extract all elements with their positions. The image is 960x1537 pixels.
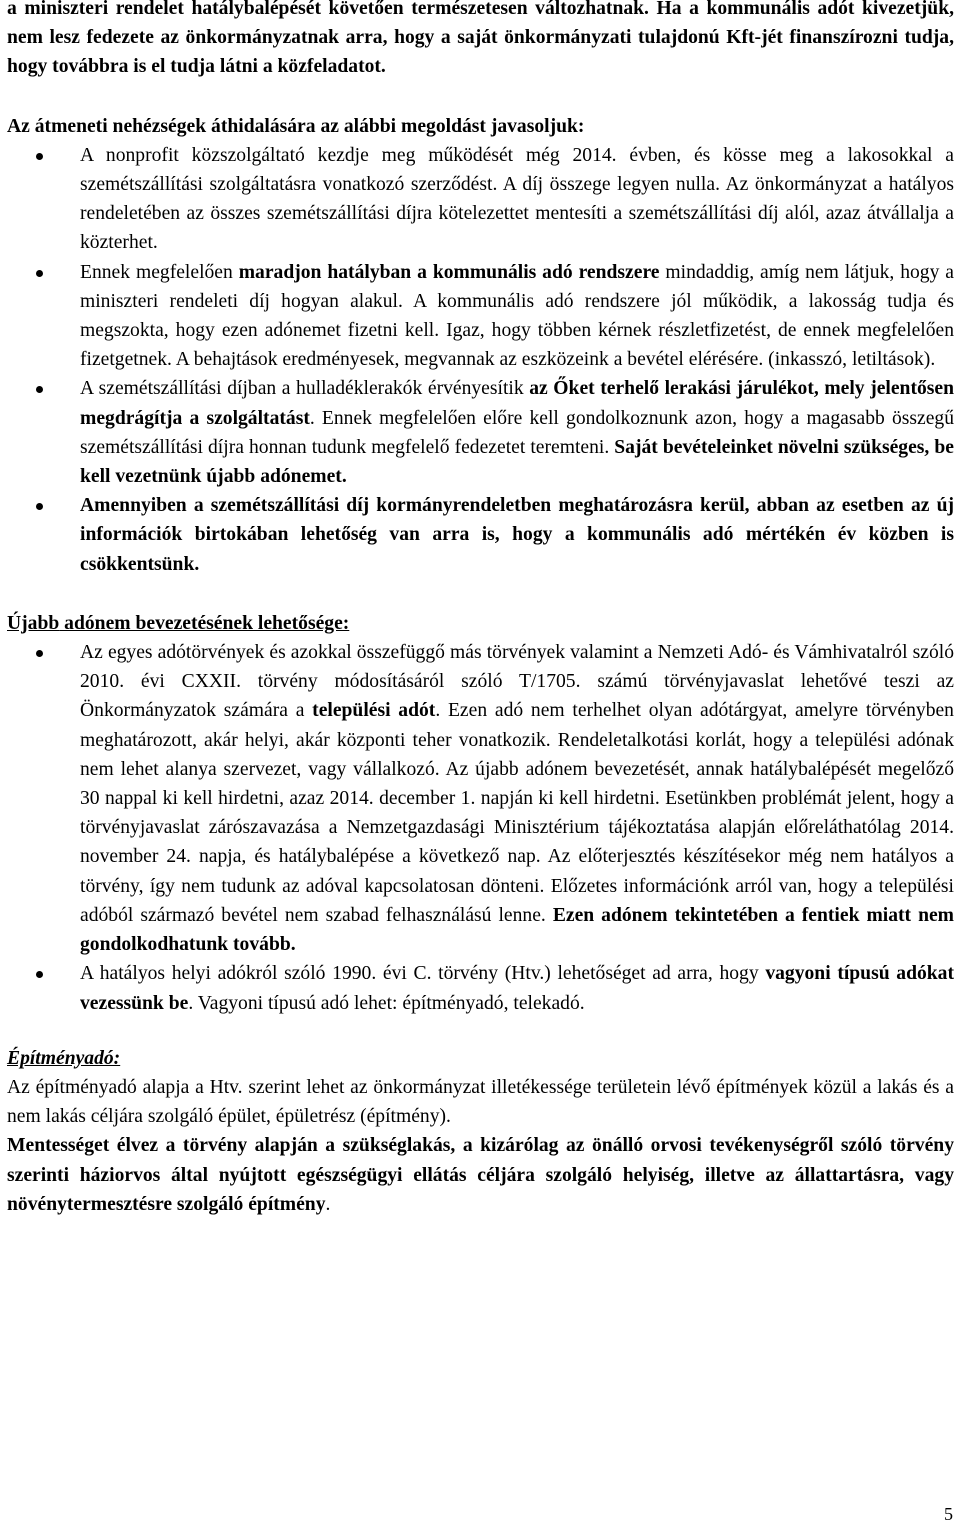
intro-paragraph: a miniszteri rendelet hatálybalépését követően természetesen változhatnak. Ha a kommunális adót kivezetjük, nem lesz fedezete az önkormányzatnak arra, hogy a saját önkormányzati tulajdonú Kft-jét finanszírozni tudja, hogy továbbra is el tudja látni a közfeladatot. [7,0,954,78]
bullet-icon [36,650,43,657]
exemption-paragraph: Mentességet élvez a törvény alapján a szükséglakás, a kizárólag az önálló orvosi tevékenységről szóló törvény szerinti háziorvos által nyújtott egészségügyi ellátás céljára szolgáló helyiség, illetve az állattartásra, vagy növénytermesztésre szolgáló építmény. [7,1135,954,1215]
bullet-icon [36,153,43,160]
building-tax-heading: Építményadó: [7,1047,121,1069]
new-tax-heading: Újabb adónem bevezetésének lehetősége: [7,612,350,634]
proposal-heading: Az átmeneti nehézségek áthidalására az alábbi megoldást javasoljuk: [7,115,585,137]
list-item: A hatályos helyi adókról szóló 1990. évi C. törvény (Htv.) lehetőséget ad arra, hogy vagyoni típusú adókat vezessünk be. Vagyoni típusú adó lehet: építményadó, telekadó. [0,959,954,1017]
building-tax-paragraph: Az építményadó alapja a Htv. szerint lehet az önkormányzat illetékessége területein lévő építmények közül a lakás és a nem lakás céljára szolgáló épület, épületrész (építmény). [7,1076,954,1128]
list-item: A szemétszállítási díjban a hulladéklerakók érvényesítik az Őket terhelő lerakási járulékot, mely jelentősen megdrágítja a szolgáltatást. Ennek megfelelően előre kell gondolkoznunk azon, hogy a magasabb összegű szemétszállítási díjra honnan tudunk megfelelő fedezetet teremteni. Saját bevételeinket növelni szükséges, be kell vezetnünk újabb adónemet. [0,374,954,491]
page-number: 5 [944,1503,953,1524]
bullet-icon [36,971,43,978]
bullet-icon [36,270,43,277]
list-item: Ennek megfelelően maradjon hatályban a kommunális adó rendszere mindaddig, amíg nem látjuk, hogy a miniszteri rendeleti díj hogyan alakul. A kommunális adó rendszere jól működik, a lakosság tudja és megszokta, hogy ezen adónemet fizetni kell. Igaz, hogy többen kérnek részletfizetést, de ennek megfelelően fizetgetnek. A behajtások eredményesek, megvannak az eszközeink a bevétel elérésére. (inkasszó, letiltások). [0,258,954,375]
bullet-icon [36,386,43,393]
proposal-list [0,141,954,579]
list-item: A nonprofit közszolgáltató kezdje meg működését még 2014. évben, és kösse meg a lakosokkal a szemétszállítási szolgáltatásra vonatkozó szerződést. A díj összege legyen nulla. Az önkormányzat a hatályos rendeletében az összes szemétszállítási díjra kötelezettet mentesíti a szemétszállítási díj alól, azaz átvállalja a közterhet. [0,141,954,258]
new-tax-list [0,638,954,1018]
list-item: Amennyiben a szemétszállítási díj kormányrendeletben meghatározásra kerül, abban az esetben az új információk birtokában lehetőség van arra is, hogy a kommunális adó mértékén év közben is csökkentsünk. [0,491,954,579]
bullet-icon [36,503,43,510]
list-item: Az egyes adótörvények és azokkal összefüggő más törvények valamint a Nemzeti Adó- és Vámhivatalról szóló 2010. évi CXXII. törvény módosításáról szóló T/1705. számú törvényjavaslat lehetővé teszi az Önkormányzatok számára a települési adót. Ezen adó nem terhelhet olyan adótárgyat, amelyre törvényben meghatározott, akár helyi, akár központi teher vonatkozik. Rendeletalkotási korlát, hogy a települési adónak nem lehet alanya szervezet, vagy vállalkozó. Az újabb adónem bevezetését, annak hatálybalépését megelőző 30 nappal ki kell hirdetni, azaz 2014. december 1. napján ki kell hirdetni. Esetünkben problémát jelent, hogy a törvényjavaslat zárószavazása a Nemzetgazdasági Minisztérium tájékoztatása alapján előreláthatólag 2014. november 24. napja, és hatálybalépése a következő nap. Az előterjesztés készítésekor még nem hatályos a törvény, így nem tudunk az adóval kapcsolatosan dönteni. Előzetes információnk arról van, hogy a települési adóból származó bevétel nem szabad felhasználású lenne. Ezen adónem tekintetében a fentiek miatt nem gondolkodhatunk tovább. [0,638,954,959]
